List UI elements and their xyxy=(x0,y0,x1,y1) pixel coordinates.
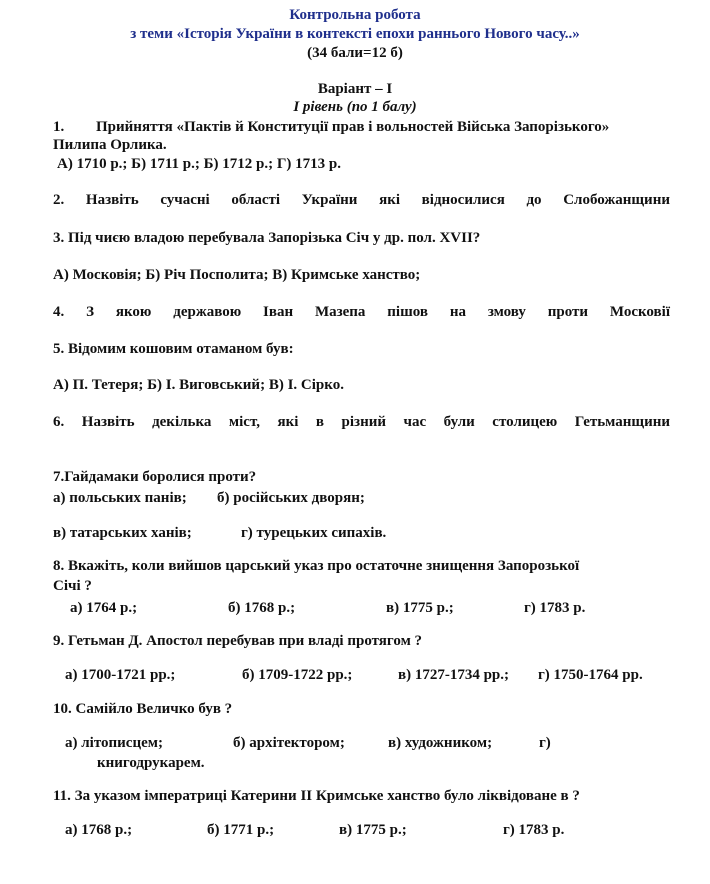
level-heading: І рівень (по 1 балу) xyxy=(293,99,417,115)
document-subtitle: з теми «Історія України в контексті епохи раннього Нового часу..» xyxy=(130,26,580,42)
question-1-text-cont: Пилипа Орлика. xyxy=(53,137,167,153)
variant-heading: Варіант – І xyxy=(317,81,393,97)
question-9-option-a: а) 1700-1721 рр.; xyxy=(65,667,176,683)
question-1-number: 1. xyxy=(53,119,65,135)
question-7-option-a: а) польських панів; xyxy=(53,490,187,506)
question-9-option-b: б) 1709-1722 рр.; xyxy=(242,667,353,683)
question-9-option-c: в) 1727-1734 рр.; xyxy=(398,667,510,683)
question-10-text: 10. Самійло Величко був ? xyxy=(53,701,233,717)
question-1-options: А) 1710 р.; Б) 1711 р.; Б) 1712 р.; Г) 1713 р. xyxy=(57,156,341,172)
question-11-text: 11. За указом імператриці Катерини ІІ Кримське ханство було ліквідоване в ? xyxy=(53,788,580,804)
question-10-option-c: в) художником; xyxy=(388,735,493,751)
question-5-text: 5. Відомим кошовим отаманом був: xyxy=(53,341,294,357)
document-title: Контрольна робота xyxy=(289,7,421,23)
points-info: (34 бали=12 б) xyxy=(307,45,403,61)
question-11-option-c: в) 1775 р.; xyxy=(339,822,407,838)
question-3-text: 3. Під чиєю владою перебувала Запорізька Січ у др. пол. XVII? xyxy=(53,230,481,246)
question-2-text: 2. Назвіть сучасні області України які відносилися до Слобожанщини xyxy=(53,192,670,208)
question-10-option-d: г) xyxy=(539,735,551,751)
question-11-option-d: г) 1783 р. xyxy=(503,822,565,838)
question-10-option-a: а) літописцем; xyxy=(65,735,163,751)
question-8-option-d: г) 1783 р. xyxy=(524,600,586,616)
question-11-option-b: б) 1771 р.; xyxy=(207,822,275,838)
question-8-option-a: а) 1764 р.; xyxy=(70,600,138,616)
question-10-option-b: б) архітектором; xyxy=(233,735,345,751)
question-7-text: 7.Гайдамаки боролися проти? xyxy=(53,469,257,485)
question-8-text-cont: Січі ? xyxy=(53,578,92,594)
question-8-text: 8. Вкажіть, коли вийшов царський указ про остаточне знищення Запорозької xyxy=(53,558,580,574)
question-7-option-b: б) російських дворян; xyxy=(217,490,365,506)
question-11-option-a: а) 1768 р.; xyxy=(65,822,133,838)
question-5-options: А) П. Тетеря; Б) І. Виговський; В) І. Сірко. xyxy=(53,377,344,393)
question-1-text: Прийняття «Пактів й Конституції прав і вольностей Війська Запорізького» xyxy=(96,119,610,135)
question-8-option-c: в) 1775 р.; xyxy=(386,600,454,616)
question-4-text: 4. З якою державою Іван Мазепа пішов на змову проти Московії xyxy=(53,304,670,320)
question-7-option-d: г) турецьких сипахів. xyxy=(241,525,387,541)
question-7-option-c: в) татарських ханів; xyxy=(53,525,192,541)
question-6-text: 6. Назвіть декілька міст, які в різний час були столицею Гетьманщини xyxy=(53,414,670,430)
question-9-option-d: г) 1750-1764 рр. xyxy=(538,667,643,683)
question-8-option-b: б) 1768 р.; xyxy=(228,600,296,616)
question-10-option-d-cont: книгодрукарем. xyxy=(97,755,205,771)
question-9-text: 9. Гетьман Д. Апостол перебував при владі протягом ? xyxy=(53,633,423,649)
question-3-options: А) Московія; Б) Річ Посполита; В) Кримське ханство; xyxy=(53,267,421,283)
